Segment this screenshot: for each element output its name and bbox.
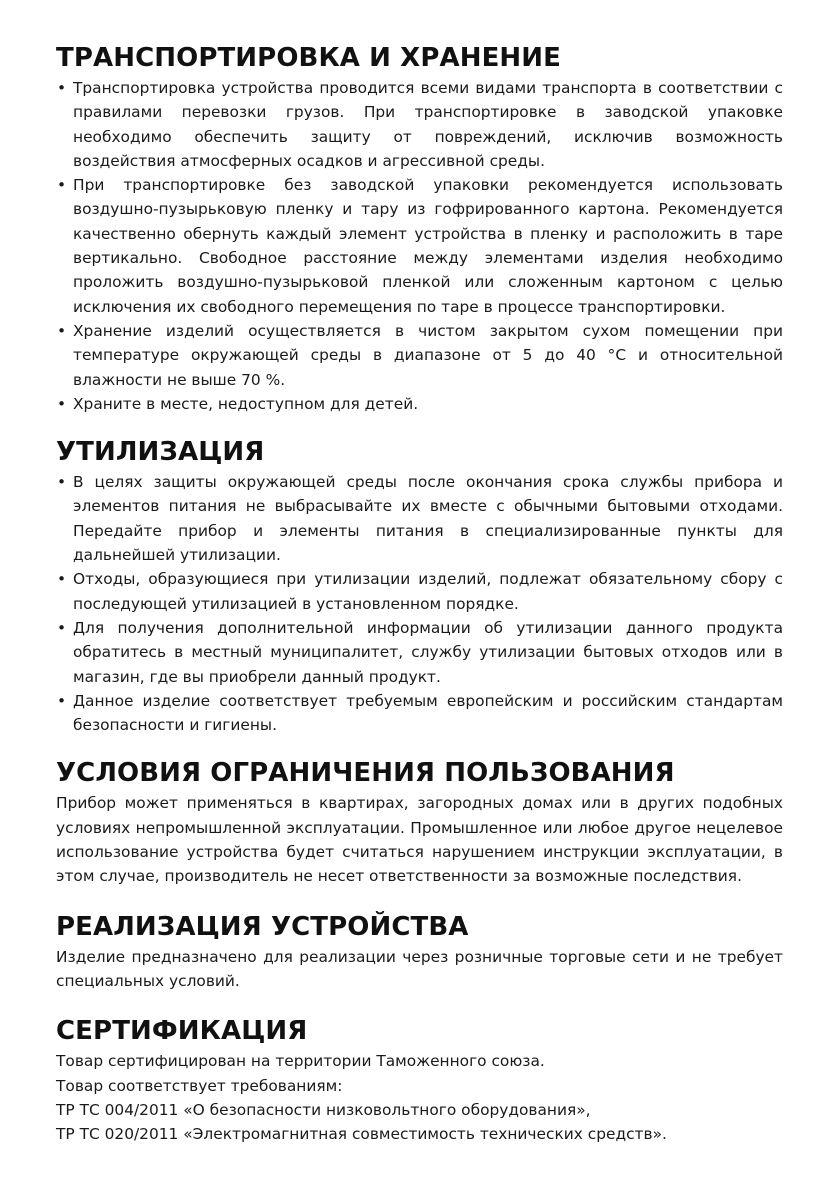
sale-section xyxy=(56,911,783,994)
list-item: • Данное изделие соответствует требуемым европейским и российским стандартам безопасности и гигиены. xyxy=(56,689,783,738)
disposal-heading: УТИЛИЗАЦИЯ xyxy=(56,437,265,468)
certification-line: Товар соответствует требованиям: xyxy=(56,1076,343,1095)
certification-section xyxy=(56,1015,783,1146)
usage-section xyxy=(56,757,783,888)
list-item: • Для получения дополнительной информации об утилизации данного продукта обратитесь в местный муниципалитет, службу утилизации бытовых отходов или в магазин, где вы приобрели данный продукт. xyxy=(56,616,783,689)
list-item: • В целях защиты окружающей среды после окончания срока службы прибора и элементов питания не выбрасывайте их вместе с обычными бытовыми отходами. Передайте прибор и элементы питания в специализированные пункты для дальнейшей утилизации. xyxy=(56,470,783,567)
disposal-section xyxy=(56,436,783,737)
list-item: • Храните в месте, недоступном для детей. xyxy=(56,392,783,416)
sale-heading: РЕАЛИЗАЦИЯ УСТРОЙСТВА xyxy=(56,911,469,942)
list-item: • Отходы, образующиеся при утилизации изделий, подлежат обязательному сбору с последующей утилизацией в установленном порядке. xyxy=(56,567,783,616)
transport-list xyxy=(56,76,783,416)
transport-section xyxy=(56,42,783,416)
certification-line: ТР ТС 020/2011 «Электромагнитная совместимость технических средств». xyxy=(56,1125,667,1144)
usage-heading: УСЛОВИЯ ОГРАНИЧЕНИЯ ПОЛЬЗОВАНИЯ xyxy=(56,758,675,789)
sale-text: Изделие предназначено для реализации через розничные торговые сети и не требует специальных условий. xyxy=(56,947,783,990)
list-item: • При транспортировке без заводской упаковки рекомендуется использовать воздушно-пузырьковую пленку и тару из гофрированного картона. Рекомендуется качественно обернуть каждый элемент устройства в пленку и расположить в таре вертикально. Свободное расстояние между элементами изделия необходимо проложить воздушно-пузырьковой пленкой или сложенным картоном с целью исключения их свободного перемещения по таре в процессе транспортировки. xyxy=(56,173,783,319)
certification-heading: СЕРТИФИКАЦИЯ xyxy=(56,1016,308,1047)
certification-line: Товар сертифицирован на территории Таможенного союза. xyxy=(56,1052,545,1071)
list-item: • Хранение изделий осуществляется в чистом закрытом сухом помещении при температуре окружающей среды в диапазоне от 5 до 40 °С и относительной влажности не выше 70 %. xyxy=(56,319,783,392)
usage-text: Прибор может применяться в квартирах, загородных домах или в других подобных условиях непромышленной эксплуатации. Промышленное или любое другое нецелевое использование устройства будет считаться нарушением инструкции эксплуатации, в этом случае, производитель не несет ответственности за возможные последствия. xyxy=(56,794,783,886)
disposal-list xyxy=(56,470,783,737)
list-item: • Транспортировка устройства проводится всеми видами транспорта в соответствии с правилами перевозки грузов. При транспортировке в заводской упаковке необходимо обеспечить защиту от повреждений, исключив возможность воздействия атмосферных осадков и агрессивной среды. xyxy=(56,76,783,173)
certification-line: ТР ТС 004/2011 «О безопасности низковольтного оборудования», xyxy=(56,1100,591,1119)
transport-heading: ТРАНСПОРТИРОВКА И ХРАНЕНИЕ xyxy=(56,43,562,73)
